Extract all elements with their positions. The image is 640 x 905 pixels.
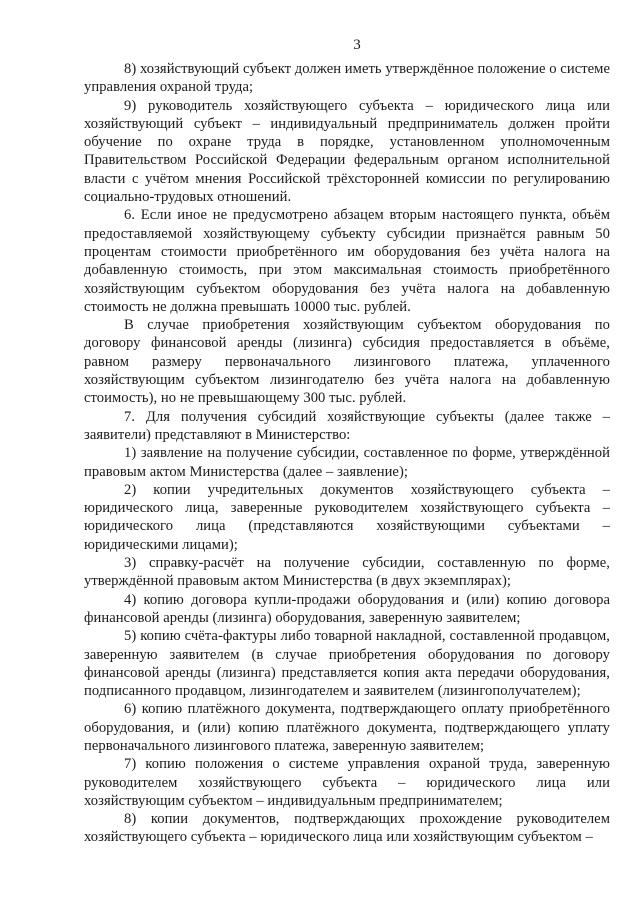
paragraph-item-8-safety-regulation: 8) хозяйствующий субъект должен иметь утверждённое положение о системе управления охраной труда; [84,61,610,96]
paragraph-doc-7-safety-regulation-copy: 7) копию положения о системе управления охраной труда, заверенную руководителем хозяйствующего субъекта – юридического лица или хозяйствующим субъектом – индивидуальным предпринимателем; [84,756,610,809]
paragraph-doc-1-application: 1) заявление на получение субсидии, составленное по форме, утверждённой правовым актом Министерства (далее – заявление); [84,445,610,480]
paragraph-clause-7-documents: 7. Для получения субсидий хозяйствующие субъекты (далее также – заявители) представляют в Министерство: [84,408,610,443]
paragraph-doc-5-invoice: 5) копию счёта-фактуры либо товарной накладной, составленной продавцом, заверенную заявителем (в случае приобретения оборудования по договору финансовой аренды (лизинга) представляется копия акта передачи оборудования, подписанного продавцом, лизингодателем и заявителем (лизингополучателем); [84,628,610,700]
paragraph-doc-3-calculation: 3) справку-расчёт на получение субсидии, составленную по форме, утверждённой правовым актом Министерства (в двух экземплярах); [84,555,610,590]
page-number: 3 [353,37,361,53]
paragraph-doc-6-payment: 6) копию платёжного документа, подтверждающего оплату приобретённого оборудования, и (или) копию платёжного документа, подтверждающего уплату первоначального лизингового платежа, заверенную заявителем; [84,701,610,754]
paragraph-clause-6-subsidy-amount: 6. Если иное не предусмотрено абзацем вторым настоящего пункта, объём предоставляемой хозяйствующему субъекту субсидии признаётся равным 50 процентам стоимости приобретённого им оборудования без учёта налога на добавленную стоимость, при этом максимальная стоимость приобретённого хозяйствующим субъектом оборудования без учёта налога на добавленную стоимость не должна превышать 10000 тыс. рублей. [84,207,610,315]
paragraph-leasing-case: В случае приобретения хозяйствующим субъектом оборудования по договору финансовой аренды (лизинга) субсидия предоставляется в объёме, равном размеру первоначального лизингового платежа, уплаченного хозяйствующим субъектом лизингодателю без учёта налога на добавленную стоимость), но не превышающему 300 тыс. рублей. [84,317,610,407]
paragraph-doc-8-training-proof: 8) копии документов, подтверждающих прохождение руководителем хозяйствующего субъекта – юридического лица или хозяйствующим субъектом – [84,811,610,846]
paragraph-doc-4-contract: 4) копию договора купли-продажи оборудования и (или) копию договора финансовой аренды (лизинга) оборудования, заверенную заявителем; [84,591,610,626]
paragraph-doc-2-founding-documents: 2) копии учредительных документов хозяйствующего субъекта – юридического лица, заверенные руководителем хозяйствующего субъекта – юридического лица (представляются хозяйствующими субъектами – юридическими лицами); [84,481,610,553]
paragraph-item-9-training: 9) руководитель хозяйствующего субъекта – юридического лица или хозяйствующий субъект – индивидуальный предприниматель должен пройти обучение по охране труда в порядке, установленном уполномоченным Правительством Российской Федерации федеральным органом исполнительной власти с учётом мнения Российской трёхсторонней комиссии по регулированию социально-трудовых отношений. [84,97,610,206]
